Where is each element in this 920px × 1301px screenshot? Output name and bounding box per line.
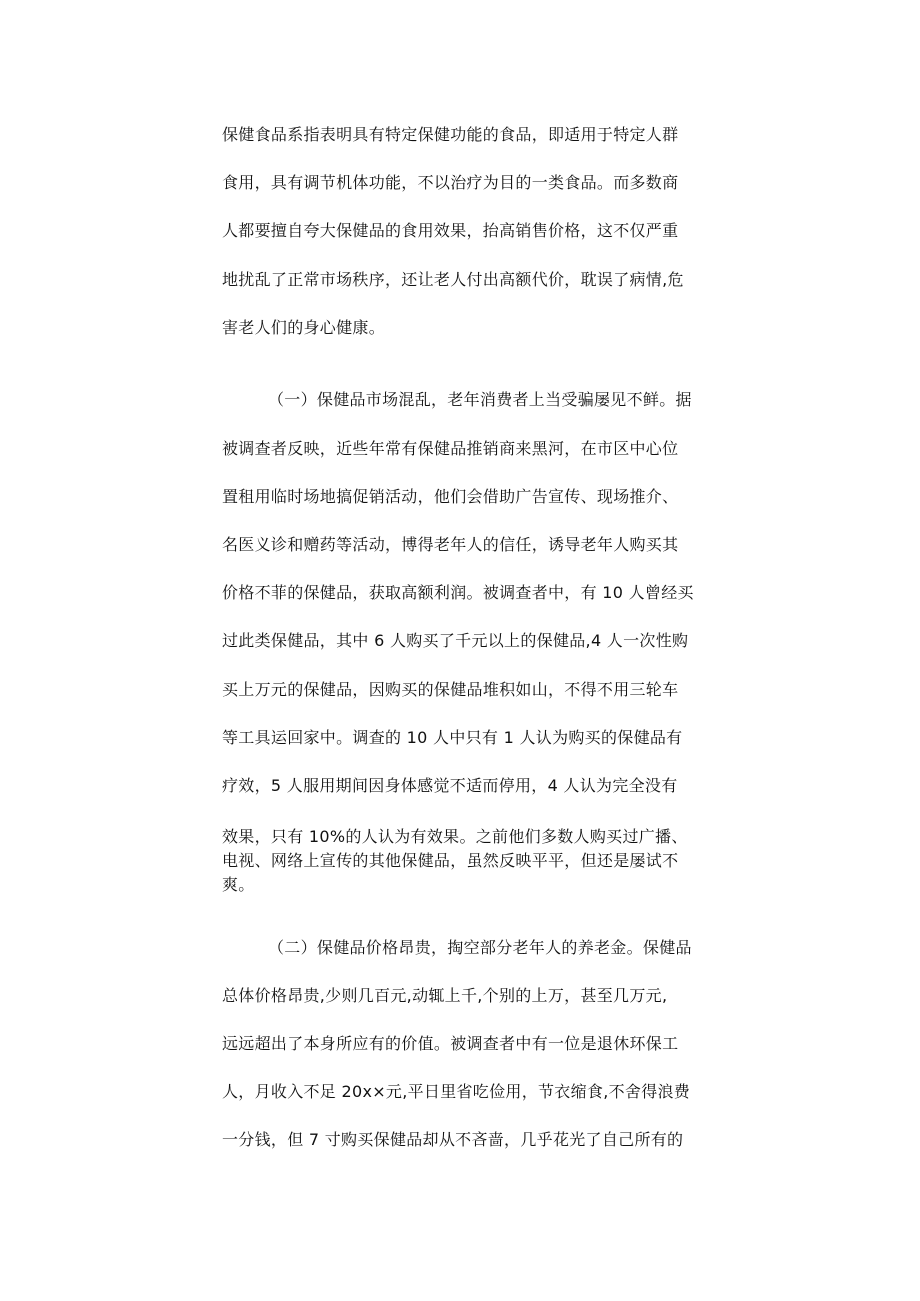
text-line: （二）保健品价格昂贵，掏空部分老年人的养老金。保健品 <box>268 938 692 957</box>
text-line: 置租用临时场地搞促销活动，他们会借助广告宣传、现场推介、 <box>222 487 679 506</box>
text-line: 一分钱，但 7 寸购买保健品却从不吝啬，几乎花光了自己所有的 <box>222 1130 684 1149</box>
text-line: 价格不菲的保健品，获取高额利润。被调查者中，有 10 人曾经买 <box>222 583 694 602</box>
text-line: 等工具运回家中。调查的 10 人中只有 1 人认为购买的保健品有 <box>222 728 683 747</box>
text-line: 被调查者反映，近些年常有保健品推销商来黑河，在市区中心位 <box>222 439 679 458</box>
text-line: 人，月收入不足 20x×元,平日里省吃俭用，节衣缩食,不舍得浪费 <box>222 1082 691 1101</box>
text-line: 疗效，5 人服用期间因身体感觉不适而停用，4 人认为完全没有 <box>222 776 678 795</box>
text-line: 总体价格昂贵,少则几百元,动辄上千,个别的上万，甚至几万元, <box>222 986 668 1005</box>
text-line: 买上万元的保健品，因购买的保健品堆积如山，不得不用三轮车 <box>222 680 679 699</box>
text-line: 电视、网络上宣传的其他保健品，虽然反映平平，但还是屡试不 <box>222 851 679 870</box>
text-line: 远远超出了本身所应有的价值。被调查者中有一位是退休环保工 <box>222 1034 679 1053</box>
text-line: 保健食品系指表明具有特定保健功能的食品，即适用于特定人群 <box>222 125 679 144</box>
text-line: 食用，具有调节机体功能，不以治疗为目的一类食品。而多数商 <box>222 173 679 192</box>
text-line: 爽。 <box>222 875 255 894</box>
text-line: 害老人们的身心健康。 <box>222 318 386 337</box>
text-line: 人都要擅自夸大保健品的食用效果，抬高销售价格，这不仅严重 <box>222 221 679 240</box>
text-line: （一）保健品市场混乱，老年消费者上当受骗屡见不鲜。据 <box>268 390 692 409</box>
text-line: 名医义诊和赠药等活动，博得老年人的信任，诱导老年人购买其 <box>222 535 679 554</box>
text-line: 地扰乱了正常市场秩序，还让老人付出高额代价，耽误了病情,危 <box>222 270 684 289</box>
text-line: 效果，只有 10%的人认为有效果。之前他们多数人购买过广播、 <box>222 827 688 846</box>
text-line: 过此类保健品，其中 6 人购买了千元以上的保健品,4 人一次性购 <box>222 631 689 650</box>
